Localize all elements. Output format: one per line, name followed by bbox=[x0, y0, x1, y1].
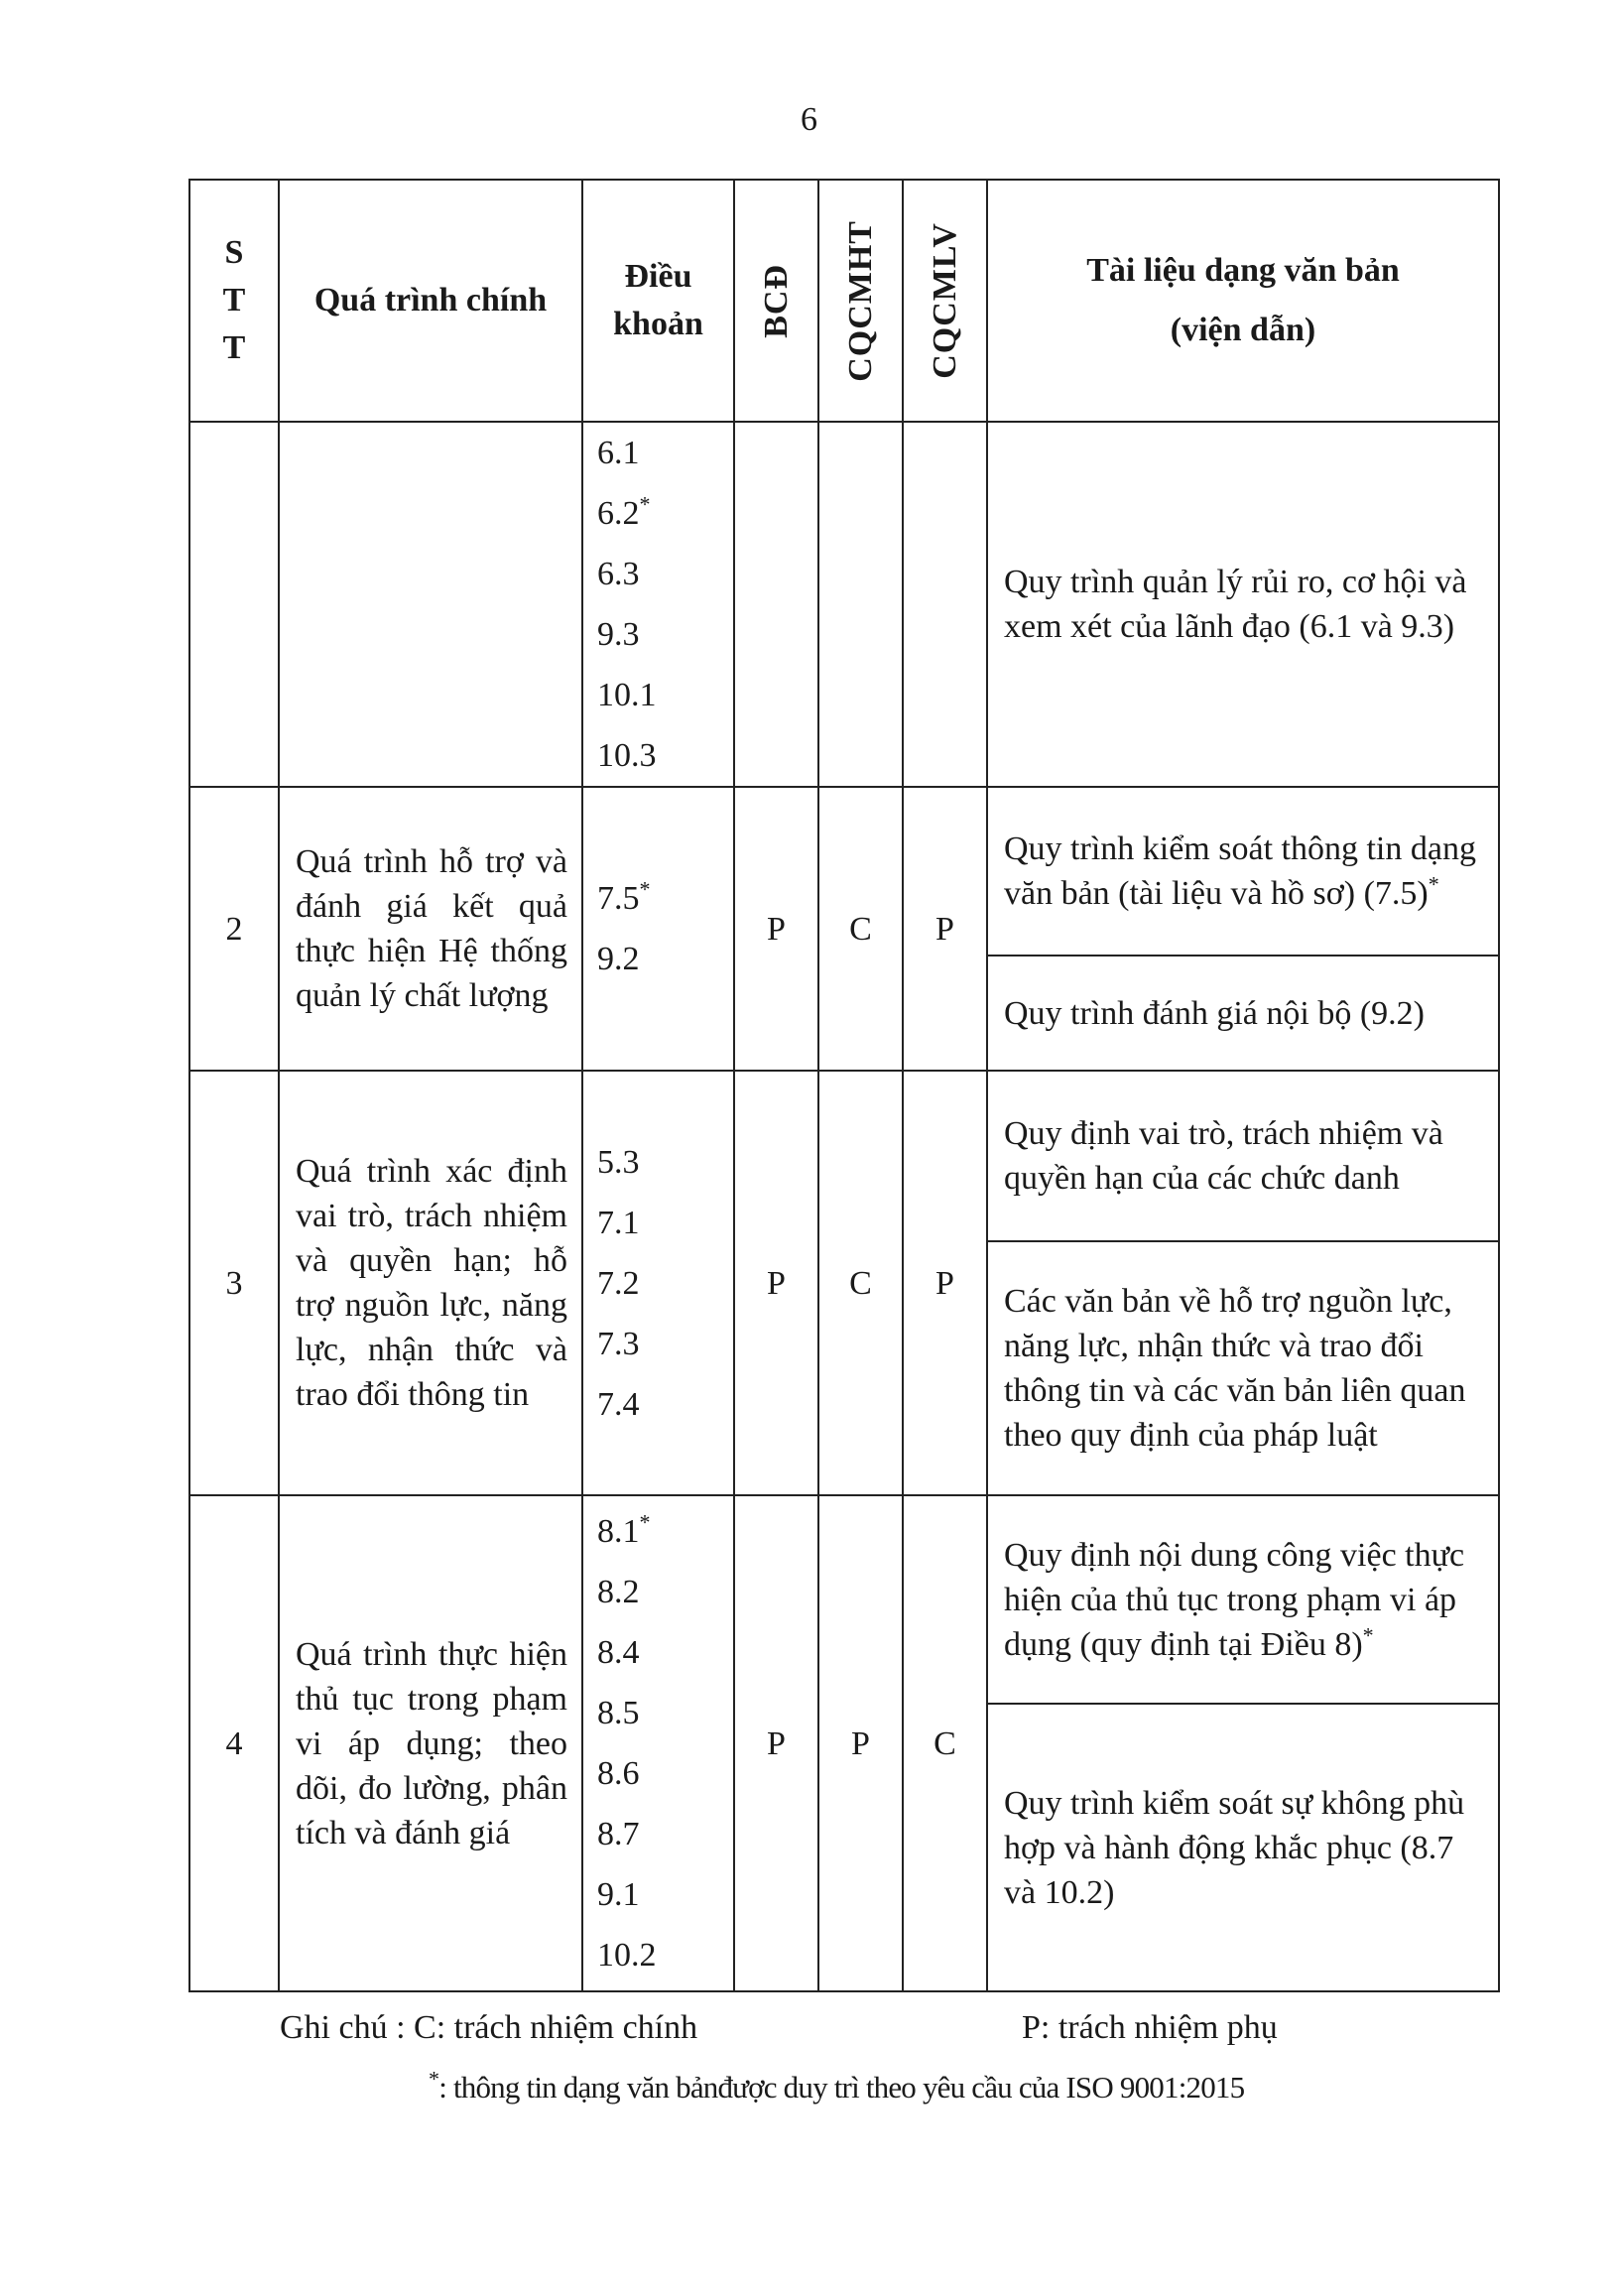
row-clauses bbox=[582, 1071, 734, 1495]
row-process: Quá trình thực hiện thủ tục trong phạm vi áp dụng; theo dõi, đo lường, phân tích và đánh giá bbox=[279, 1495, 582, 1991]
clause-item bbox=[597, 1501, 723, 1562]
clause-item: 6.1 bbox=[597, 435, 640, 471]
header-stt bbox=[189, 180, 279, 422]
table-row bbox=[189, 1495, 1499, 1704]
clause-item: 7.4 bbox=[597, 1385, 640, 1423]
clause-item: 10.2 bbox=[597, 1937, 657, 1974]
row-process bbox=[279, 422, 582, 787]
note-main-responsibility: Ghi chú : C: trách nhiệm chính bbox=[280, 2009, 698, 2046]
clause-item: 9.2 bbox=[597, 941, 640, 977]
row-stt: 4 bbox=[189, 1495, 279, 1991]
clause-item: 8.4 bbox=[597, 1634, 640, 1671]
row-cqcmht bbox=[818, 422, 903, 787]
header-stt-t1: T bbox=[222, 282, 246, 319]
header-stt-s: S bbox=[224, 234, 244, 271]
clause-item: 9.3 bbox=[597, 616, 640, 653]
row-cqcmlv: C bbox=[903, 1495, 987, 1991]
row-document: Quy định nội dung công việc thực hiện của thủ tục trong phạm vi áp dụng (quy định tại Điều 8)* bbox=[987, 1495, 1499, 1704]
clause-item: 8.5 bbox=[597, 1695, 640, 1731]
header-bcd-label: BCĐ bbox=[757, 263, 795, 338]
row-cqcmht: P bbox=[818, 1495, 903, 1991]
row-document: Quy định vai trò, trách nhiệm và quyền hạn của các chức danh bbox=[987, 1071, 1499, 1241]
clause-number: 8.1 bbox=[597, 1513, 640, 1550]
clause-item: 7.1 bbox=[597, 1204, 640, 1241]
clause-item: 10.1 bbox=[597, 677, 657, 713]
footnote-asterisk: * bbox=[429, 2066, 439, 2092]
row-clauses bbox=[582, 1495, 734, 1991]
clause-item: 8.2 bbox=[597, 1574, 640, 1610]
clause-item bbox=[597, 868, 723, 929]
row-process: Quá trình xác định vai trò, trách nhiệm và quyền hạn; hỗ trợ nguồn lực, năng lực, nhận thức và trao đổi thông tin bbox=[279, 1071, 582, 1495]
row-cqcmlv: P bbox=[903, 787, 987, 1071]
header-documents-line1: Tài liệu dạng văn bản bbox=[1086, 252, 1400, 289]
row-stt: 3 bbox=[189, 1071, 279, 1495]
row-cqcmht: C bbox=[818, 787, 903, 1071]
header-stt-t2: T bbox=[222, 329, 246, 366]
table-row bbox=[189, 422, 1499, 787]
row-cqcmlv: P bbox=[903, 1071, 987, 1495]
clause-item: 10.3 bbox=[597, 737, 657, 774]
clause-item: 8.6 bbox=[597, 1755, 640, 1792]
row-clauses bbox=[582, 787, 734, 1071]
asterisk-mark: * bbox=[639, 1509, 651, 1535]
row-bcd: P bbox=[734, 787, 818, 1071]
footnote-text: : thông tin dạng văn bảnđược duy trì theo yêu cầu của ISO 9001:2015 bbox=[438, 2070, 1245, 2105]
row-stt bbox=[189, 422, 279, 787]
clause-item: 7.3 bbox=[597, 1325, 640, 1362]
asterisk-mark: * bbox=[1362, 1622, 1374, 1648]
asterisk-mark: * bbox=[1428, 871, 1439, 897]
row-bcd bbox=[734, 422, 818, 787]
row-cqcmlv bbox=[903, 422, 987, 787]
clause-number: 7.5 bbox=[597, 880, 640, 917]
clause-item bbox=[597, 483, 723, 544]
clause-item: 6.3 bbox=[597, 556, 640, 592]
row-cqcmht: C bbox=[818, 1071, 903, 1495]
asterisk-mark: * bbox=[639, 876, 651, 902]
row-clauses bbox=[582, 422, 734, 787]
process-table bbox=[188, 179, 1498, 1992]
clause-number: 6.2 bbox=[597, 495, 640, 532]
row-bcd: P bbox=[734, 1071, 818, 1495]
header-documents bbox=[987, 180, 1499, 422]
table-row bbox=[189, 1071, 1499, 1241]
row-document: Quy trình kiểm soát sự không phù hợp và hành động khắc phục (8.7 và 10.2) bbox=[987, 1704, 1499, 1991]
row-process: Quá trình hỗ trợ và đánh giá kết quả thực hiện Hệ thống quản lý chất lượng bbox=[279, 787, 582, 1071]
clause-item: 7.2 bbox=[597, 1264, 640, 1302]
row-document: Quy trình quản lý rủi ro, cơ hội và xem xét của lãnh đạo (6.1 và 9.3) bbox=[987, 422, 1499, 787]
header-row bbox=[189, 180, 1499, 422]
clause-item: 8.7 bbox=[597, 1816, 640, 1852]
row-document: Quy trình kiểm soát thông tin dạng văn bản (tài liệu và hồ sơ) (7.5)* bbox=[987, 787, 1499, 956]
footnote bbox=[429, 2066, 1245, 2105]
header-clause: Điều khoản bbox=[582, 180, 734, 422]
row-document: Các văn bản về hỗ trợ nguồn lực, năng lực, nhận thức và trao đổi thông tin và các văn bản liên quan theo quy định của pháp luật bbox=[987, 1241, 1499, 1495]
row-document: Quy trình đánh giá nội bộ (9.2) bbox=[987, 956, 1499, 1071]
table-row bbox=[189, 787, 1499, 956]
note-secondary-responsibility: P: trách nhiệm phụ bbox=[1022, 2009, 1278, 2046]
clause-item: 9.1 bbox=[597, 1876, 640, 1913]
page-number: 6 bbox=[801, 101, 817, 138]
header-bcd bbox=[734, 180, 818, 422]
clause-item: 5.3 bbox=[597, 1143, 640, 1181]
header-cqcmlv-label: CQCMLV bbox=[926, 222, 963, 379]
header-process: Quá trình chính bbox=[279, 180, 582, 422]
header-cqcmlv bbox=[903, 180, 987, 422]
header-cqcmht-label: CQCMHT bbox=[841, 219, 879, 382]
header-cqcmht bbox=[818, 180, 903, 422]
row-stt: 2 bbox=[189, 787, 279, 1071]
row-bcd: P bbox=[734, 1495, 818, 1991]
header-documents-line2: (viện dẫn) bbox=[1170, 312, 1316, 348]
asterisk-mark: * bbox=[639, 491, 651, 517]
